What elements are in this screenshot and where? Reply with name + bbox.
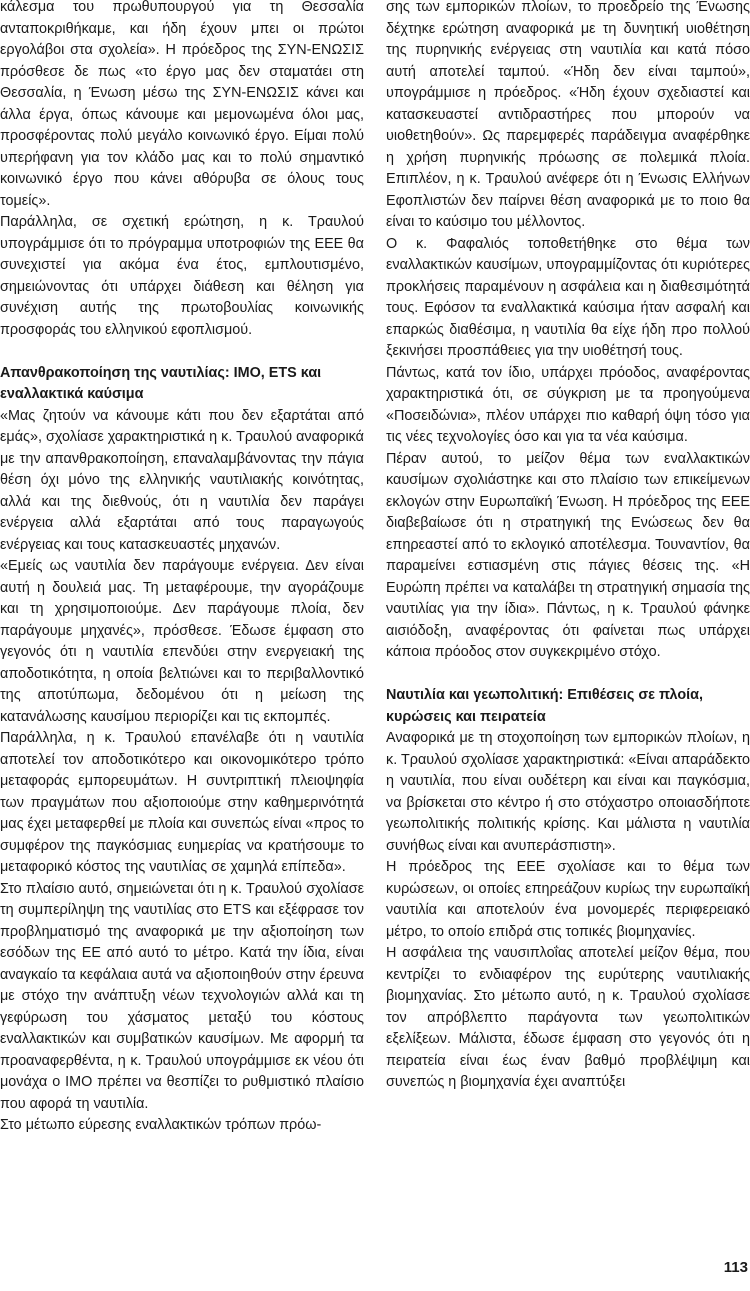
paragraph-energy-dependence: «Μας ζητούν να κάνουμε κάτι που δεν εξαρτάται από εμάς», σχολίασε χαρακτηριστικά η κ. Τραυλού αναφορικά με την απανθρακοποίηση, επαναλαμβάνοντας την πάγια θέση όχι μόνο της ελληνικής ναυτιλιακής κοινότητας, αλλά και της διεθνούς, ότι η ναυτιλία δεν παράγει ενέργεια αλλά εξαρτάται από τους παραγωγούς ενέργειας και τους κατασκευαστές μηχανών. [0, 407, 364, 553]
paragraph-efficient-transport: Παράλληλα, η κ. Τραυλού επανέλαβε ότι η ναυτιλία αποτελεί τον αποδοτικότερο και οικονομικότερο τρόπο μεταφοράς εμπορευμάτων. Η συντριπτική πλειοψηφία των πραγμάτων που αξιοποιούμε στην καθημερινότητά μας έχει μεταφερθεί με πλοία και συνεπώς είναι «προς το συμφέρον της παγκόσμιας ευημερίας να κρατήσουμε το μεταφορικό κόστος της ναυτιλίας σε χαμηλά επίπεδα». [0, 730, 364, 875]
section-heading-decarbonization: Απανθρακοποίηση της ναυτιλίας: IMO, ETS και εναλλακτικά καύσιμα [0, 364, 322, 402]
paragraph-ets-revenues: Στο πλαίσιο αυτό, σημειώνεται ότι η κ. Τραυλού σχολίασε τη συμπερίληψη της ναυτιλίας στο ETS και εξέφρασε τον προβληματισμό της αναφορικά με την αξιοποίηση των εσόδων της ΕΕ από αυτό το μέτρο. Κατά την ίδια, είναι αναγκαίο τα κεφάλαια αυτά να αξιοποιηθούν στην έρευνα με στόχο την ανάπτυξη νέων τεχνολογιών αλλά και τη γεφύρωση του χάσματος μεταξύ του κόστους εναλλακτικών και συμβατικών καυσίμων. Με αφορμή τα προαναφερθέντα, η κ. Τραυλού υπογράμμισε εκ νέου ότι μονάχα ο ΙΜΟ πρέπει να θεσπίζει το ρυθμιστικό πλαίσιο που αφορά τη ναυτιλία. [0, 880, 364, 1112]
section-heading-geopolitics: Ναυτιλία και γεωπολιτική: Επιθέσεις σε πλοία, κυρώσεις και πειρατεία [386, 687, 703, 725]
paragraph-sanctions: Η πρόεδρος της ΕΕΕ σχολίασε και το θέμα των κυρώσεων, οι οποίες επηρεάζουν κυρίως την ευρωπαϊκή ναυτιλία και αποτελούν ένα μονομερές περιφερειακό μέτρο, το οποίο επιδρά στις τοπικές βιομηχανίες. [386, 859, 750, 940]
right-column [386, 0, 750, 1094]
paragraph-thessaly-work: κάλεσμα του πρωθυπουργού για τη Θεσσαλία ανταποκριθήκαμε, και ήδη έχουν μπει οι πρώτοι εργολάβοι στα σχολεία». Η πρόεδρος της ΣΥΝ-ΕΝΩΣΙΣ πρόσθεσε δε πως «το έργο μας δεν σταματάει στη Θεσσαλία, η Ένωση μέσω της ΣΥΝ-ΕΝΩΣΙΣ κάνει και άλλα έργα, όπως κάνουμε και μεμονωμένα όλοι μας, προσφέροντας πολύ μεγάλο κοινωνικό έργο. Είμαι πολύ υπερήφανη για τον κλάδο μας και το πολύ σημαντικό κοινωνικό έργο που κάνει αθόρυβα σε όλους τους τομείς». [0, 0, 364, 209]
left-column [0, 0, 364, 1137]
page-number: 113 [723, 1259, 748, 1276]
paragraph-piracy: Η ασφάλεια της ναυσιπλοΐας αποτελεί μείζον θέμα, που κεντρίζει το ενδιαφέρον της ευρύτερης ναυτιλιακής βιομηχανίας. Στο μέτωπο αυτό, η κ. Τραυλού σχολίασε τον απρόβλεπτο παράγοντα των γεωπολιτικών εξελίξεων. Μάλιστα, έδωσε έμφαση στο γεγονός ότι η πειρατεία είναι έως έναν βαθμό προβλέψιμη και συνεπώς η βιομηχανία έχει αναπτύξει [386, 945, 750, 1090]
paragraph-scholarships: Παράλληλα, σε σχετική ερώτηση, η κ. Τραυλού υπογράμμισε ότι το πρόγραμμα υποτροφιών της ΕΕΕ θα συνεχιστεί για ακόμα ένα έτος, εμπλουτισμένο, σημειώνοντας ότι υπάρχει διάθεση και θέληση για συνέχιση αυτής της πρωτοβουλίας κοινωνικής προσφοράς του ελληνικού εφοπλισμού. [0, 214, 364, 338]
paragraph-ship-targeting: Αναφορικά με τη στοχοποίηση των εμπορικών πλοίων, η κ. Τραυλού σχολίασε χαρακτηριστικά: «Είναι απαράδεκτο η ναυτιλία, που είναι ουδέτερη και είναι και παγκόσμια, να βρίσκεται στο κέντρο ή στο στόχαστρο οποιασδήποτε γεωπολιτικής πολιτικής κρίσης. Και μάλιστα η ναυτιλία συνήθως είναι και ανυπεράσπιστη». [386, 730, 750, 854]
paragraph-no-energy-production: «Εμείς ως ναυτιλία δεν παράγουμε ενέργεια. Δεν είναι αυτή η δουλειά μας. Τη μεταφέρουμε, την αγοράζουμε και τη χρησιμοποιούμε. Δεν παράγουμε πλοία, δεν παράγουμε μηχανές», πρόσθεσε. Έδωσε έμφαση στο γεγονός ότι η ναυτιλία επενδύει στην ενεργειακή της αποδοτικότητα, η οποία βελτιώνει και το περιβαλλοντικό της αποτύπωμα, δεδομένου ότι η μείωση της κατανάλωσης καυσίμου περιορίζει και τις εκπομπές. [0, 558, 364, 725]
paragraph-nuclear-energy: σης των εμπορικών πλοίων, το προεδρείο της Ένωσης δέχτηκε ερώτηση αναφορικά με τη δυνητική υιοθέτηση της πυρηνικής ενέργειας στη ναυτιλία και κατά πόσο αυτή αποτελεί ταμπού. «Ήδη δεν είναι ταμπού», υπογράμμισε η πρόεδρος. «Ήδη έχουν σχεδιαστεί και κατασκευαστεί αντιδραστήρες που μπορούν να υιοθετηθούν». Ως παρεμφερές παράδειγμα αναφέρθηκε η χρήση πυρηνικής πρόωσης σε πολεμικά πλοία. Επιπλέον, η κ. Τραυλού ανέφερε ότι η Ένωσις Ελλήνων Εφοπλιστών δεν παίρνει θέση αναφορικά με το ποιο θα είναι το καύσιμο του μέλλοντος. [386, 0, 750, 230]
paragraph-eu-elections: Πέραν αυτού, το μείζον θέμα των εναλλακτικών καυσίμων σχολιάστηκε και στο πλαίσιο των επικείμενων εκλογών στην Ευρωπαϊκή Ένωση. Η πρόεδρος της ΕΕΕ διαβεβαίωσε ότι η στρατηγική της Ενώσεως δεν θα επηρεαστεί από το εκλογικό αποτέλεσμα. Τουναντίον, θα παραμείνει εστιασμένη στις πάγιες θέσεις της. «Η Ευρώπη πρέπει να καταλάβει τη στρατηγική σημασία της ναυτιλίας για την ίδια». Πάντως, η κ. Τραυλού φάνηκε αισιόδοξη, αναφέροντας ότι φαίνεται πως υπάρχει κάποια πρόοδος στον συγκεκριμένο στόχο. [386, 450, 750, 660]
paragraph-progress: Πάντως, κατά τον ίδιο, υπάρχει πρόοδος, αναφέροντας χαρακτηριστικά ότι, σε σύγκριση με τα προηγούμενα «Ποσειδώνια», πλέον υπάρχει πιο καθαρή όψη τόσο για τις νέες τεχνολογίες όσο και για τα νέα καύσιμα. [386, 364, 750, 445]
paragraph-alternative-fuels: Ο κ. Φαφαλιός τοποθετήθηκε στο θέμα των εναλλακτικών καυσίμων, υπογραμμίζοντας ότι κυριότερες προκλήσεις παραμένουν η ασφάλεια και η διαθεσιμότητά τους. Εφόσον τα εναλλακτικά καύσιμα ήταν ασφαλή και επαρκώς διαθέσιμα, η ναυτιλία θα είχε ήδη προ πολλού ξεκινήσει προσπάθειες για την υιοθέτησή τους. [386, 235, 750, 359]
paragraph-propulsion-start: Στο μέτωπο εύρεσης εναλλακτικών τρόπων πρόω- [0, 1117, 322, 1133]
